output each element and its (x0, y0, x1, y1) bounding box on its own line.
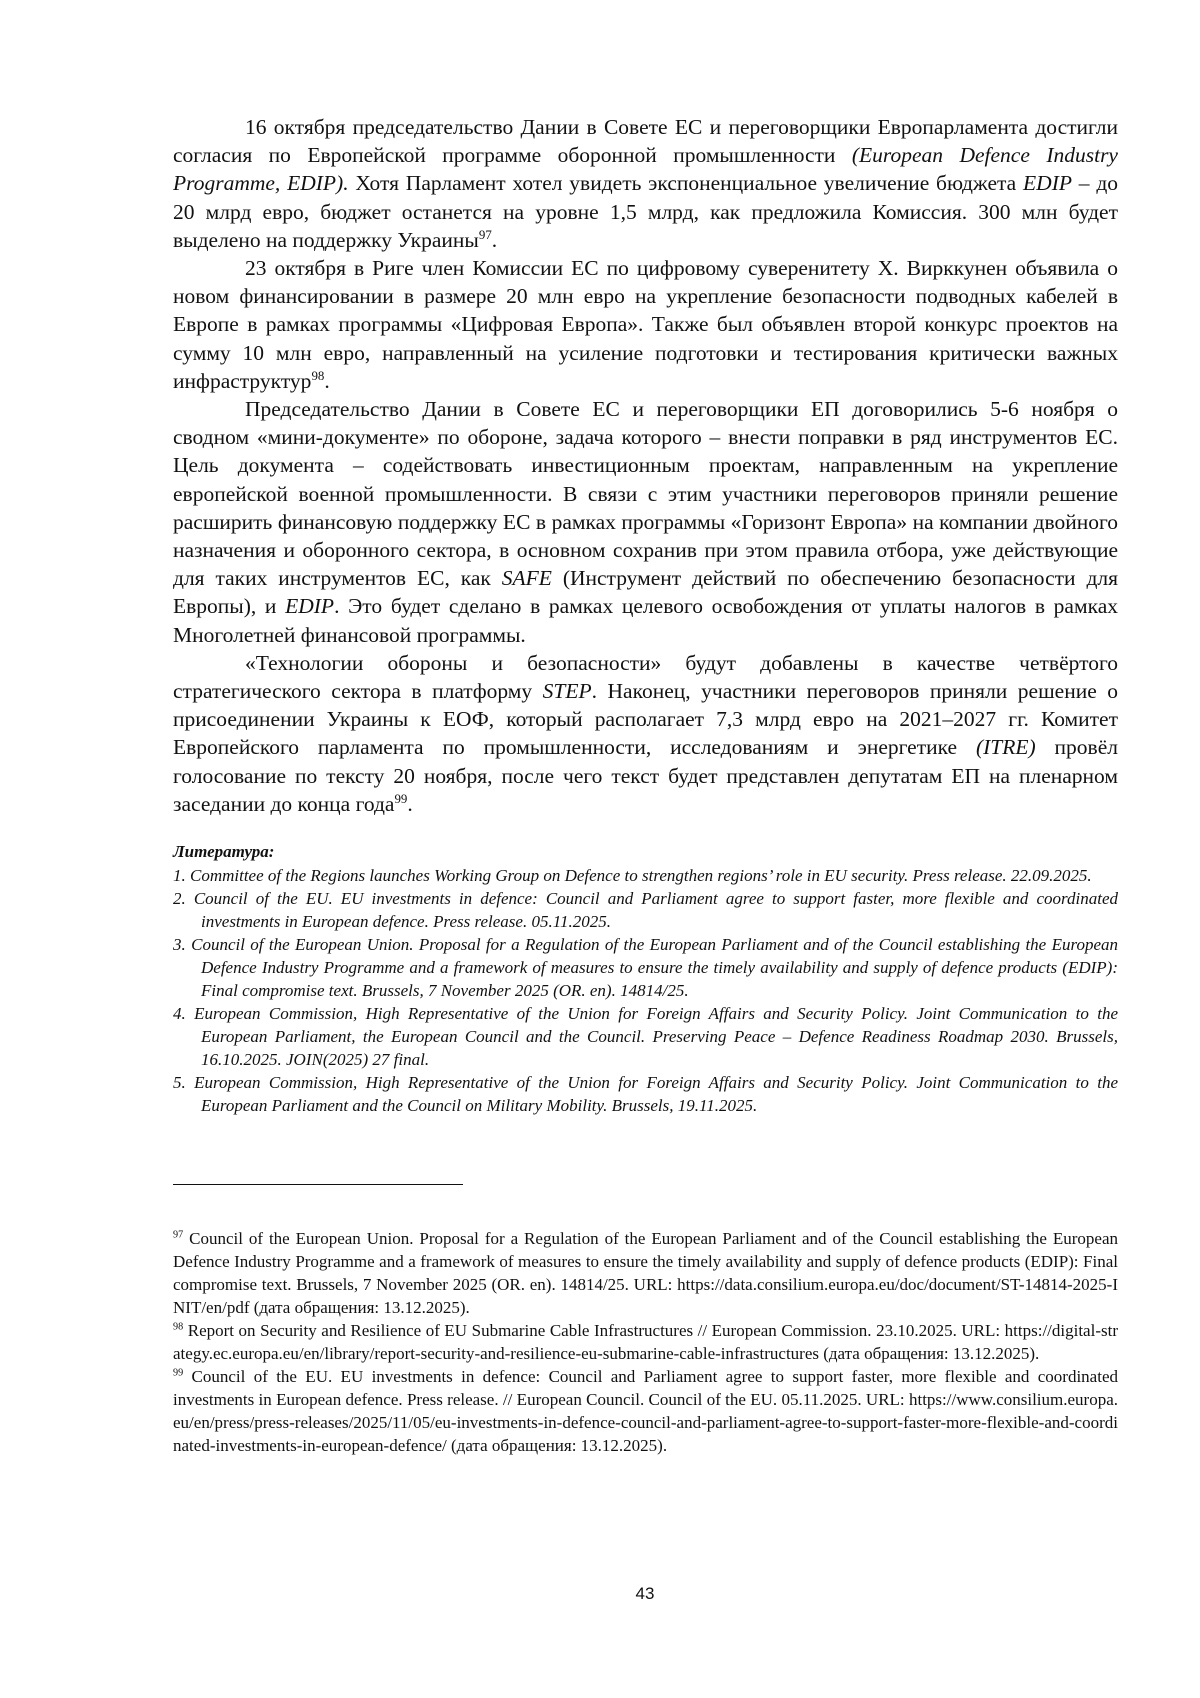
footnote-number: 97 (173, 1229, 184, 1241)
text-run: Хотя Парламент хотел увидеть экспоненциальное увеличение бюджета (348, 171, 1024, 196)
paragraph-2 (173, 254, 1118, 395)
footnote-98 (173, 1319, 1118, 1365)
paragraph-1 (173, 113, 1118, 254)
italic-run: (ITRE) (975, 735, 1036, 760)
footnotes (173, 1227, 1118, 1457)
text-run: . Это будет сделано в рамках целевого освобождения от уплаты налогов в рамках Многолетней финансовой программы. (173, 594, 1118, 647)
literature-list (173, 864, 1118, 1117)
footnote-text: Council of the European Union. Proposal for a Regulation of the European Parliament and of the Council establishing the European Defence Industry Programme and a framework of measures to ensure the timely availability and supply of defence products (EDIP): Final compromise text. Brussels, 7 November 2025 (OR. en). 14814/25. URL: (173, 1229, 1118, 1294)
text-run: «Технологии обороны и безопасности» будут добавлены в качестве четвёртого стратегического сектора в платформу (173, 650, 1118, 704)
italic-run: (European Defence Industry Programme, EDIP). (173, 143, 1118, 196)
text-run: провёл голосование по тексту 20 ноября, после чего текст будет представлен депутатам ЕП на пленарном заседании до конца года (173, 735, 1118, 816)
literature-item: 2. Council of the EU. EU investments in defence: Council and Parliament agree to support faster, more flexible and coordinated investments in European defence. Press release. 05.11.2025. (173, 889, 1118, 931)
footnote-separator (173, 1184, 463, 1185)
text-run: . (491, 227, 498, 252)
text-run: – до 20 млрд евро, бюджет останется на уровне 1,5 млрд, как предложила Комиссия. 300 млн будет выделено на поддержку Украины (173, 171, 1119, 252)
paragraph-4 (173, 649, 1118, 818)
footnote-number: 99 (173, 1367, 184, 1379)
footnote-ref-98[interactable]: 98 (311, 368, 325, 383)
footnote-text: Council of the EU. EU investments in defence: Council and Parliament agree to support faster, more flexible and coordinated investments in European defence. Press release. // European Council. Council of the EU. 05.11.2025. URL: (173, 1367, 1118, 1409)
footnote-97 (173, 1227, 1118, 1319)
footnote-ref-99[interactable]: 99 (394, 791, 408, 806)
text-run: 23 октября в Риге член Комиссии ЕС по цифровому суверенитету Х. Вирккунен объявила о новом финансировании в размере 20 млн евро на укрепление безопасности подводных кабелей в Европе в рамках программы «Цифровая Европа». Также был объявлен второй конкурс проектов на сумму 10 млн евро, направленный на усиление подготовки и тестирования критически важных инфраструктур (173, 256, 1118, 393)
footnote-url[interactable]: https://data.consilium.europa.eu/doc/document/ST-14814-2025-INIT/en/pdf (173, 1275, 1118, 1317)
text-run: Председательство Дании в Совете ЕС и переговорщики ЕП договорились 5-6 ноября о сводном «мини-документе» по обороне, задача которого – внести поправки в ряд инструментов ЕС. Цель документа – содействовать инвестиционным проектам, направленным на укрепление европейской военной промышленности. В связи с этим участники переговоров приняли решение расширить финансовую поддержку ЕС в рамках программы «Горизонт Европа» на компании двойного назначения и оборонного сектора, в основном сохранив при этом правила отбора, уже действующие для таких инструментов ЕС, как (173, 397, 1118, 591)
footnote-access-date: (дата обращения: 13.12.2025). (249, 1298, 470, 1317)
footnote-ref-97[interactable]: 97 (478, 227, 492, 242)
text-run: 16 октября председательство Дании в Совете ЕС и переговорщики Европарламента достигли согласия по Европейской программе оборонной промышленности (173, 115, 1118, 168)
text-run: . (324, 368, 330, 393)
literature-item: 4. European Commission, High Representative of the Union for Foreign Affairs and Security Policy. Joint Communication to the European Parliament, the European Council and the Council. Preserving Peace – Defence Readiness Roadmap 2030. Brussels, 16.10.2025. JOIN(2025) 27 final. (173, 1004, 1118, 1069)
text-run: . Наконец, участники переговоров приняли решение о присоединении Украины к ЕОФ, который располагает 7,3 млрд евро на 2021–2027 гг. Комитет Европейского парламента по промышленности, исследованиям и энергетике (173, 679, 1118, 760)
paragraph-3 (173, 395, 1118, 649)
footnote-url[interactable]: https://digital-strategy.ec.europa.eu/en/library/report-security-and-resilience-eu-submarine-cable-infrastructures (173, 1321, 1118, 1363)
italic-run: EDIP (285, 594, 335, 619)
footnote-access-date: (дата обращения: 13.12.2025). (446, 1436, 668, 1455)
literature-item: 3. Council of the European Union. Proposal for a Regulation of the European Parliament and of the Council establishing the European Defence Industry Programme and a framework of measures to ensure the timely availability and supply of defence products (EDIP): Final compromise text. Brussels, 7 November 2025 (OR. en). 14814/25. (173, 935, 1118, 1000)
footnote-access-date: (дата обращения: 13.12.2025). (818, 1344, 1040, 1363)
footnote-text: Report on Security and Resilience of EU Submarine Cable Infrastructures // European Commission. 23.10.2025. URL: (183, 1321, 1005, 1340)
footnote-99 (173, 1365, 1118, 1457)
literature-heading: Литература: (173, 842, 275, 861)
italic-run: SAFE (501, 566, 552, 591)
footnote-url[interactable]: https://www.consilium.europa.eu/en/press/press-releases/2025/11/05/eu-investments-in-defence-council-and-parliament-agree-to-support-faster-more-flexible-and-coordinated-investments-in-european-defence/ (173, 1390, 1118, 1455)
footnote-number: 98 (173, 1321, 184, 1333)
literature-item: 5. European Commission, High Representative of the Union for Foreign Affairs and Security Policy. Joint Communication to the European Parliament and the Council on Military Mobility. Brussels, 19.11.2025. (173, 1073, 1118, 1115)
literature-item: 1. Committee of the Regions launches Working Group on Defence to strengthen regions’ role in EU security. Press release. 22.09.2025. (173, 866, 1092, 885)
italic-run: EDIP (1023, 171, 1072, 196)
text-run: (Инструмент действий по обеспечению безопасности для Европы), и (173, 566, 1119, 619)
text-run: . (407, 791, 413, 816)
page-number: 43 (635, 1584, 655, 1603)
main-text (173, 113, 1118, 818)
italic-run: STEP (542, 679, 592, 704)
